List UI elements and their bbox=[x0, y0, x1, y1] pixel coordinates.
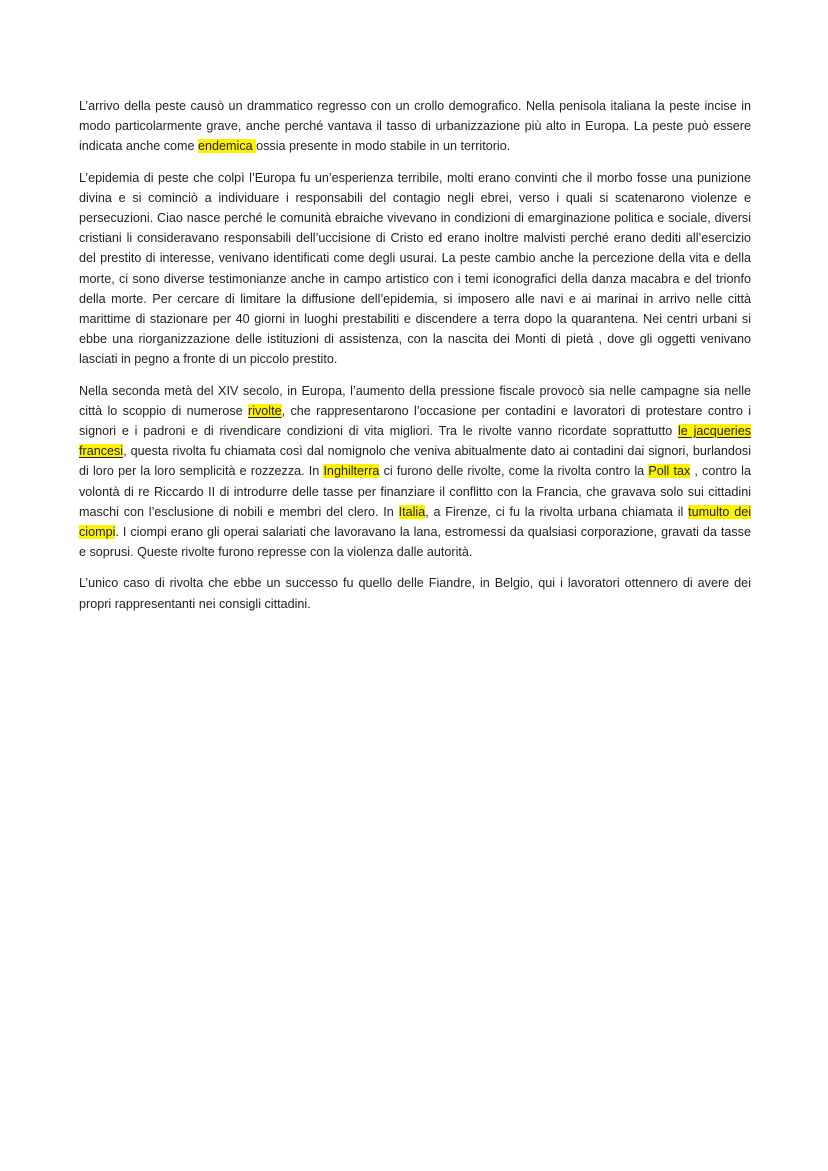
text-segment: Nella seconda metà del XIV secolo, in Europa, l’aumento della pressione fiscale provocò sia nelle campagne sia nelle città lo scoppio di numerose bbox=[79, 383, 751, 418]
text-segment: , questa rivolta fu chiamata così dal nomignolo che veniva abitualmente dato ai contadini dai signori, burlandosi di loro per la loro semplicità e rozzezza. In bbox=[79, 444, 751, 479]
paragraph-flanders bbox=[79, 573, 751, 613]
text-segment: , contro la volontà di re Riccardo II di introdurre delle tasse per finanziare il conflitto con la Francia, che gravava solo sui cittadini maschi con l’esclusione di nobili e membri del clero. In bbox=[79, 464, 751, 519]
text-segment: , a Firenze, ci fu la rivolta urbana chiamata il bbox=[425, 504, 689, 519]
text-segment: ossia presente in modo stabile in un territorio. bbox=[256, 139, 511, 154]
text-segment: L’unico caso di rivolta che ebbe un successo fu quello delle Fiandre, in Belgio, qui i lavoratori ottennero di avere dei propri rappresentanti nei consigli cittadini. bbox=[79, 576, 751, 611]
highlight-rivolte: rivolte bbox=[248, 403, 282, 418]
highlight-italia: Italia bbox=[398, 504, 426, 519]
highlight-tumulto-ciompi: tumulto dei ciompi bbox=[79, 504, 751, 540]
paragraph-plague-demography bbox=[79, 96, 751, 157]
text-segment: L’epidemia di peste che colpì l’Europa fu un’esperienza terribile, molti erano convinti che il morbo fosse una punizione divina e si cominciò a individuare i responsabili del contagio negli ebrei, verso i quali si scatenarono violenze e persecuzioni. Ciao nasce perché le comunità ebraiche vivevano in condizioni di emarginazione politica e sociale, diversi cristiani li consideravano responsabili dell’uccisione di Cristo ed erano inoltre malvisti perché erano dediti all’esercizio del prestito di interesse, venivano identificati come degli usurai. La peste cambio anche la percezione della vita e della morte, ci sono diverse testimonianze anche in campo artistico con i temi iconografici della danza macabra e del trionfo della morte. Per cercare di limitare la diffusione dell’epidemia, si imposero alle navi e ai marinai in arrivo nelle città marittime di stazionare per 40 giorni in luoghi prestabiliti e discendere a terra dopo la quarantena. Nei centri urbani si ebbe una riorganizzazione delle istituzioni di assistenza, con la nascita dei Monti di pietà , dove gli oggetti venivano lasciati in pegno a fronte di un piccolo prestito. bbox=[79, 170, 751, 367]
paragraph-revolts bbox=[79, 381, 751, 563]
highlight-endemica: endemica bbox=[198, 139, 257, 154]
text-segment: ci furono delle rivolte, come la rivolta contro la bbox=[379, 464, 649, 479]
highlight-jacqueries: le jacqueries francesi bbox=[79, 424, 751, 459]
text-segment: , che rappresentarono l’occasione per contadini e lavoratori di protestare contro i signori e i padroni e di rivendicare condizioni di vita migliori. Tra le rivolte vanno ricordate soprattutto bbox=[79, 403, 751, 439]
paragraph-plague-epidemic bbox=[79, 168, 751, 370]
text-segment: L’arrivo della peste causò un drammatico regresso con un crollo demografico. Nella penisola italiana la peste incise in modo particolarmente grave, anche perché vantava il tasso di urbanizzazione più alto in Europa. La peste può essere indicata anche come bbox=[79, 99, 751, 154]
highlight-poll-tax: Poll tax bbox=[648, 464, 691, 479]
text-segment: . I ciompi erano gli operai salariati che lavoravano la lana, estromessi da qualsiasi corporazione, gravati da tasse e soprusi. Queste rivolte furono represse con la violenza dalle autorità. bbox=[79, 525, 751, 560]
document-page bbox=[79, 96, 751, 625]
highlight-inghilterra: Inghilterra bbox=[323, 464, 380, 479]
